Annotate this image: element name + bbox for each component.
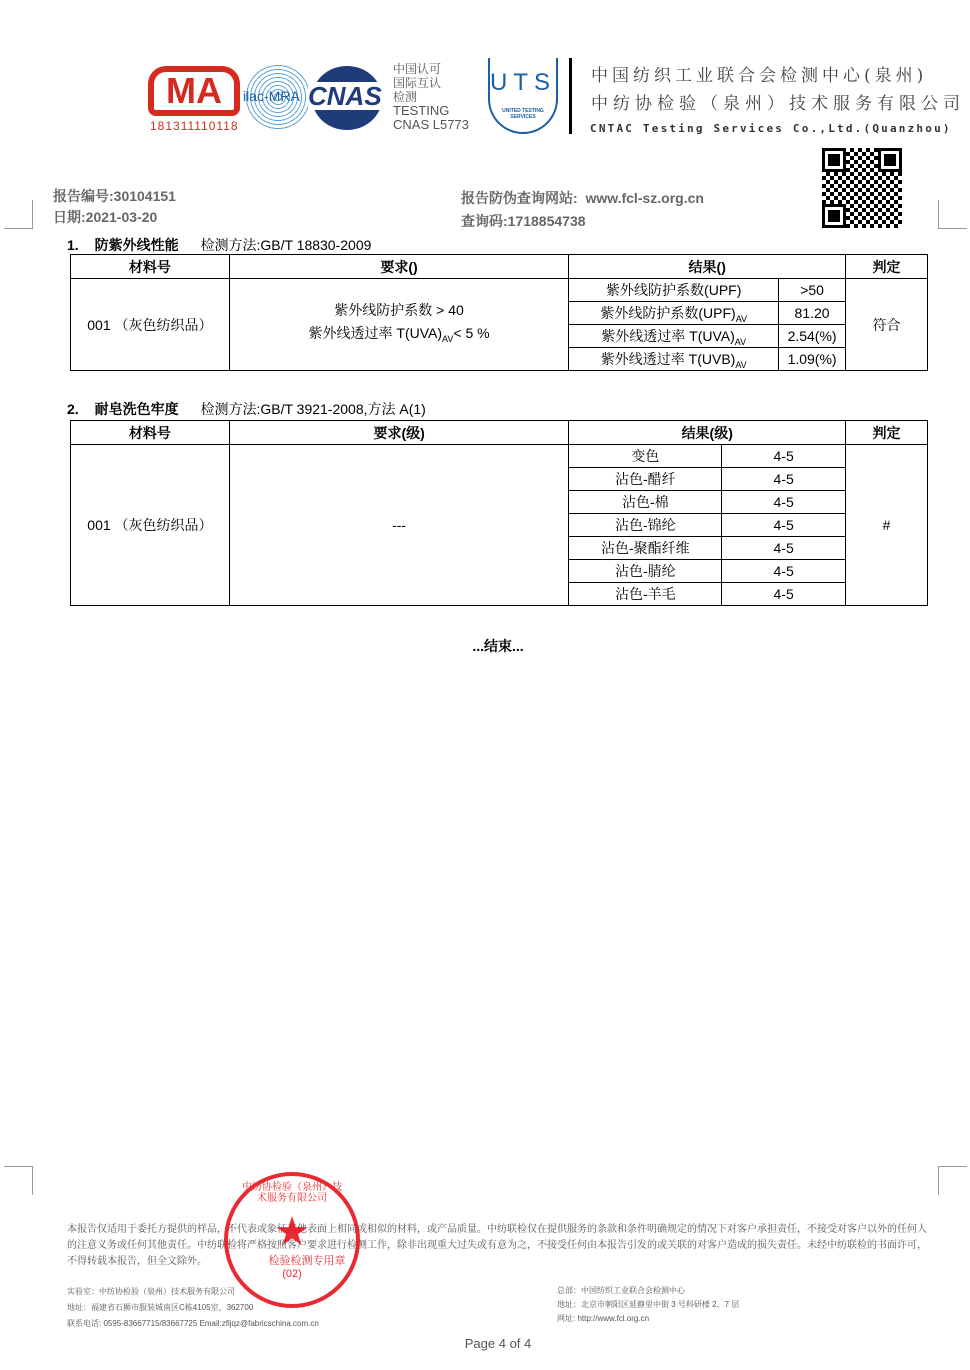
col-header: 结果()	[569, 255, 846, 279]
result-value: 4-5	[722, 445, 846, 468]
ilac-text: ilac-MRA	[243, 88, 300, 104]
result-value: 81.20	[779, 302, 846, 325]
col-header: 结果(级)	[569, 421, 846, 445]
accr-line: 检测	[393, 90, 418, 104]
result-item: 沾色-羊毛	[569, 583, 722, 606]
col-header: 判定	[846, 255, 928, 279]
result-value: 2.54(%)	[779, 325, 846, 348]
section-number: 2.	[67, 401, 79, 417]
hq-name: 总部：中国纺织工业联合会检测中心	[557, 1286, 685, 1295]
verdict-cell: 符合	[846, 279, 928, 371]
section-number: 1.	[67, 237, 79, 253]
stamp-label: 检验检测专用章	[268, 1254, 346, 1267]
result-item: 紫外线透过率 $T(UVB)_{AV}$	[569, 348, 779, 371]
disclaimer: 本报告仅适用于委托方提供的样品，不代表或象征其他表面上相同或相似的材料，或产品质量。中纺联检仅在提供服务的条款和条件明确规定的情况下对客户承担责任，不接受对客户以外的任何人的注意义务或任何其他责任。中纺联检将严格按照客户要求进行检测工作，除非出现重大过失或有意为之，不接受任何由本报告引发的或关联的对客户造成的损失责任。未经中纺联检的书面许可，不得转载本报告，但全文除外。	[67, 1224, 927, 1267]
col-header: 要求(级)	[229, 421, 569, 445]
uts-ring-text: UNITED TESTING SERVICES	[502, 108, 544, 120]
uts-letters: UTS	[490, 69, 556, 96]
cma-logo: MA	[148, 66, 240, 116]
test-method: 检测方法:GB/T 3921-2008,方法 A(1)	[200, 401, 426, 417]
wash-fastness-table	[70, 420, 928, 606]
crop-mark	[938, 1166, 967, 1195]
hq-info	[557, 1284, 739, 1326]
accr-line: TESTING	[393, 103, 450, 118]
stamp-arc-text: 中纺协检验（泉州）技术服务有限公司	[242, 1182, 342, 1204]
report-number: 报告编号:30104151	[53, 188, 176, 204]
result-item: 沾色-醋纤	[569, 468, 722, 491]
result-item: 沾色-棉	[569, 491, 722, 514]
requirement-line: 紫外线透过率 $T(UVA)_{AV}< 5$ %	[308, 324, 490, 344]
col-header: 判定	[846, 421, 928, 445]
end-marker: ...结束...	[472, 638, 524, 654]
report-date: 日期:2021-03-20	[53, 209, 158, 225]
requirement-line: 紫外线防护系数 > 40	[334, 301, 464, 318]
lab-address: 地址：福建省石狮市服装城南区C栋4105室，362700	[67, 1303, 254, 1312]
official-stamp	[224, 1172, 360, 1308]
lab-name: 实验室：中纺协检验（泉州）技术服务有限公司	[67, 1287, 235, 1296]
result-value: 4-5	[722, 514, 846, 537]
requirement-cell	[229, 279, 569, 371]
hq-address: 地址：北京市朝阳区延静里中街 3 号科研楼 2、7 层	[557, 1300, 740, 1309]
accr-line: CNAS L5773	[393, 117, 469, 132]
cma-number: 181311110118	[150, 119, 239, 133]
section2-heading	[67, 399, 426, 419]
result-value: 4-5	[722, 468, 846, 491]
result-value: 1.09(%)	[779, 348, 846, 371]
page-number: Page 4 of 4	[464, 1336, 532, 1351]
crop-mark	[4, 200, 33, 229]
material-cell: 001 （灰色纺织品）	[71, 279, 230, 371]
accr-line: 国际互认	[393, 76, 442, 90]
result-value: 4-5	[722, 583, 846, 606]
cnas-text: CNAS	[308, 81, 382, 111]
uts-logo	[488, 58, 558, 134]
crop-mark	[938, 200, 967, 229]
accr-line: 中国认可	[393, 62, 442, 76]
test-method: 检测方法:GB/T 18830-2009	[200, 237, 372, 253]
qr-code	[822, 148, 902, 228]
header-divider	[569, 58, 572, 134]
result-value: 4-5	[722, 560, 846, 583]
result-item: 沾色-腈纶	[569, 560, 722, 583]
col-header: 要求()	[229, 255, 569, 279]
verify-code: 查询码:1718854738	[461, 213, 586, 229]
result-value: 4-5	[722, 491, 846, 514]
accreditation-text	[393, 62, 469, 132]
result-item: 变色	[569, 445, 722, 468]
verdict-cell: #	[846, 445, 928, 606]
uv-table	[70, 254, 928, 371]
section1-heading	[67, 235, 371, 255]
result-item: 紫外线防护系数$(UPF)_{AV}$	[569, 302, 779, 325]
requirement-cell: ---	[229, 445, 569, 606]
material-cell: 001 （灰色纺织品）	[71, 445, 230, 606]
org-name-cn: 中国纺织工业联合会检测中心(泉州)	[591, 66, 928, 86]
lab-contact: 联系电话: 0595-83667715/83667725 Email:zfljqz@fabricschina.com.cn	[67, 1319, 319, 1328]
col-header: 材料号	[71, 255, 230, 279]
result-value: >50	[779, 279, 846, 302]
stamp-number: (02)	[282, 1268, 302, 1280]
result-item: 紫外线透过率 $T(UVA)_{AV}$	[569, 325, 779, 348]
result-item: 紫外线防护系数(UPF)	[569, 279, 779, 302]
hq-website[interactable]: 网址: http://www.fcl.org.cn	[557, 1314, 650, 1323]
org-company-cn: 中纺协检验（泉州）技术服务有限公司	[591, 94, 965, 114]
result-item: 沾色-聚酯纤维	[569, 537, 722, 560]
crop-mark	[4, 1166, 33, 1195]
col-header: 材料号	[71, 421, 230, 445]
verify-website[interactable]: 报告防伪查询网站: www.fcl-sz.org.cn	[461, 190, 704, 206]
result-item: 沾色-锦纶	[569, 514, 722, 537]
star-icon: ★	[274, 1210, 310, 1254]
org-name-en: CNTAC Testing Services Co.,Ltd.(Quanzhou)	[590, 122, 952, 135]
result-value: 4-5	[722, 537, 846, 560]
section-title: 耐皂洗色牢度	[94, 401, 179, 417]
section-title: 防紫外线性能	[94, 237, 179, 253]
